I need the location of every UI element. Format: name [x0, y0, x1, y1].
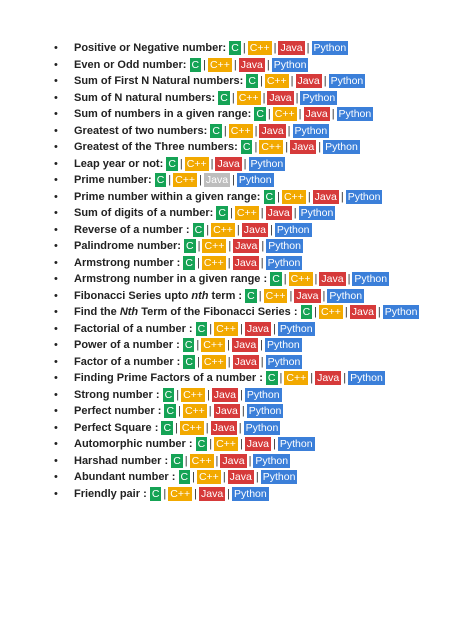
- bullet-icon: •: [54, 124, 58, 137]
- separator: |: [277, 190, 280, 203]
- item-text: [74, 420, 280, 437]
- item-label: Sum of numbers in a given range:: [74, 108, 252, 120]
- python-link[interactable]: Python: [268, 240, 301, 252]
- cpp-link[interactable]: C++: [321, 306, 341, 318]
- item-text: [74, 304, 419, 321]
- c-link[interactable]: C: [184, 339, 193, 351]
- c-link[interactable]: C: [186, 240, 194, 252]
- java-link[interactable]: Java: [246, 438, 269, 450]
- bullet-icon: •: [54, 322, 58, 335]
- python-link[interactable]: Python: [300, 207, 334, 219]
- separator: |: [227, 487, 231, 500]
- python-link[interactable]: Python: [255, 454, 289, 467]
- item-text: [74, 370, 385, 387]
- python-link[interactable]: Python: [350, 372, 383, 384]
- item-text: [74, 255, 302, 272]
- separator: |: [230, 207, 233, 219]
- separator: |: [254, 141, 258, 153]
- item-label: Automorphic number :: [74, 438, 193, 450]
- cpp-link[interactable]: C++: [274, 108, 295, 120]
- separator: |: [377, 306, 381, 318]
- separator: |: [260, 355, 264, 368]
- separator: |: [318, 141, 322, 153]
- separator: |: [290, 75, 294, 87]
- cpp-link[interactable]: C++: [170, 487, 191, 500]
- separator: |: [184, 454, 188, 467]
- separator: |: [209, 438, 213, 450]
- item-label: Positive or Negative number:: [74, 42, 227, 54]
- separator: |: [231, 91, 235, 104]
- bullet-icon: •: [54, 421, 58, 434]
- python-link[interactable]: Python: [248, 405, 282, 417]
- separator: |: [210, 157, 214, 170]
- separator: |: [258, 289, 262, 302]
- c-link[interactable]: C: [265, 190, 274, 203]
- cpp-link[interactable]: C++: [209, 58, 230, 71]
- separator: |: [266, 58, 270, 71]
- java-link[interactable]: Java: [261, 124, 284, 137]
- cpp-link[interactable]: C++: [261, 141, 282, 153]
- item-label: Friendly pair :: [74, 487, 147, 500]
- cpp-link[interactable]: C++: [175, 174, 196, 186]
- java-link[interactable]: Java: [229, 471, 252, 483]
- separator: |: [241, 405, 245, 417]
- item-text: [74, 436, 315, 453]
- item-label: Prime number:: [74, 174, 152, 186]
- item-text: [74, 106, 373, 123]
- item-label: Power of a number :: [74, 339, 180, 351]
- separator: |: [307, 190, 311, 203]
- item-text: [74, 90, 337, 107]
- separator: |: [206, 223, 210, 236]
- cpp-link[interactable]: C++: [191, 454, 212, 467]
- java-link[interactable]: Java: [243, 223, 266, 236]
- c-link[interactable]: C: [218, 207, 226, 219]
- bullet-icon: •: [54, 487, 58, 500]
- cpp-link[interactable]: C++: [198, 471, 219, 483]
- c-link[interactable]: C: [185, 355, 193, 368]
- c-link[interactable]: C: [212, 124, 220, 137]
- separator: |: [176, 388, 180, 401]
- c-link[interactable]: C: [247, 289, 255, 302]
- item-label: Find the Nth Term of the Fibonacci Series :: [74, 306, 298, 318]
- java-link[interactable]: Java: [217, 157, 240, 170]
- java-link[interactable]: Java: [215, 405, 238, 417]
- bullet-icon: •: [54, 157, 58, 170]
- cpp-link[interactable]: C++: [290, 273, 311, 285]
- bullet-icon: •: [54, 306, 58, 318]
- c-link[interactable]: C: [163, 421, 172, 434]
- cpp-link[interactable]: C++: [183, 388, 203, 401]
- c-link[interactable]: C: [302, 306, 311, 318]
- separator: |: [248, 454, 252, 467]
- item-text: [74, 321, 315, 338]
- python-link[interactable]: Python: [250, 157, 284, 170]
- separator: |: [239, 438, 243, 450]
- bullet-icon: •: [54, 273, 58, 285]
- separator: |: [331, 108, 335, 120]
- item-text: [74, 222, 312, 239]
- item-label: Prime number within a given range:: [74, 190, 261, 203]
- separator: |: [242, 42, 246, 54]
- cpp-link[interactable]: C++: [203, 355, 224, 368]
- separator: |: [310, 372, 314, 384]
- separator: |: [203, 58, 206, 71]
- java-link[interactable]: Java: [212, 421, 235, 434]
- separator: |: [239, 322, 243, 335]
- separator: |: [197, 240, 201, 252]
- java-link[interactable]: Java: [205, 174, 229, 186]
- cpp-link[interactable]: C++: [216, 322, 236, 335]
- separator: |: [215, 454, 219, 467]
- java-link[interactable]: Java: [233, 339, 257, 351]
- separator: |: [178, 405, 181, 417]
- item-text: [74, 453, 290, 470]
- separator: |: [273, 322, 276, 335]
- separator: |: [175, 421, 178, 434]
- cpp-link[interactable]: C++: [249, 42, 270, 54]
- java-link[interactable]: Java: [314, 190, 337, 203]
- item-text: [74, 288, 364, 305]
- cpp-link[interactable]: C++: [238, 91, 259, 104]
- separator: |: [223, 124, 227, 137]
- separator: |: [227, 355, 231, 368]
- separator: |: [163, 487, 167, 500]
- java-link[interactable]: Java: [240, 58, 263, 71]
- item-text: [74, 139, 360, 156]
- item-text: [74, 238, 303, 255]
- item-label: Harshad number :: [74, 454, 169, 467]
- separator: |: [196, 339, 200, 351]
- item-text: [74, 486, 269, 503]
- separator: |: [314, 273, 318, 285]
- separator: |: [344, 306, 348, 318]
- java-link[interactable]: Java: [200, 487, 224, 500]
- cpp-link[interactable]: C++: [203, 339, 224, 351]
- python-link[interactable]: Python: [313, 42, 347, 54]
- separator: |: [209, 322, 213, 335]
- item-text: [74, 156, 285, 173]
- python-link[interactable]: Python: [302, 91, 336, 104]
- bullet-icon: •: [54, 108, 58, 120]
- separator: |: [340, 190, 344, 203]
- bullet-icon: •: [54, 372, 58, 384]
- separator: |: [227, 256, 231, 269]
- item-label: Palindrome number:: [74, 240, 181, 252]
- cpp-link[interactable]: C++: [236, 207, 257, 219]
- separator: |: [262, 91, 266, 104]
- cpp-link[interactable]: C++: [204, 240, 225, 252]
- item-text: [74, 469, 297, 486]
- item-label: Factor of a number :: [74, 355, 181, 368]
- python-link[interactable]: Python: [330, 75, 364, 87]
- separator: |: [298, 108, 302, 120]
- python-link[interactable]: Python: [245, 421, 279, 434]
- separator: |: [227, 339, 230, 351]
- c-link[interactable]: C: [267, 372, 276, 384]
- python-link[interactable]: Python: [384, 306, 418, 318]
- separator: |: [233, 58, 237, 71]
- item-text: [74, 172, 274, 189]
- java-link[interactable]: Java: [235, 240, 258, 252]
- java-link[interactable]: Java: [297, 75, 320, 87]
- separator: |: [243, 157, 247, 170]
- separator: |: [236, 223, 240, 236]
- separator: |: [232, 174, 235, 186]
- cpp-link[interactable]: C++: [213, 223, 233, 236]
- item-text: [74, 57, 308, 74]
- bullet-icon: •: [54, 256, 58, 269]
- python-link[interactable]: Python: [276, 223, 310, 236]
- bullet-icon: •: [54, 454, 58, 467]
- python-link[interactable]: Python: [338, 108, 372, 120]
- python-link[interactable]: Python: [294, 124, 328, 137]
- c-link[interactable]: C: [272, 273, 280, 285]
- python-link[interactable]: Python: [273, 58, 307, 71]
- item-text: [74, 205, 335, 222]
- separator: |: [260, 339, 264, 351]
- java-link[interactable]: Java: [280, 42, 303, 54]
- java-link[interactable]: Java: [317, 372, 340, 384]
- c-link[interactable]: C: [197, 322, 206, 335]
- bullet-icon: •: [54, 190, 58, 203]
- c-link[interactable]: C: [248, 75, 256, 87]
- separator: |: [254, 124, 258, 137]
- python-link[interactable]: Python: [267, 355, 301, 368]
- separator: |: [197, 256, 200, 269]
- item-label: Leap year or not:: [74, 157, 164, 170]
- bullet-icon: •: [54, 388, 58, 401]
- separator: |: [197, 355, 200, 368]
- java-link[interactable]: Java: [296, 289, 319, 302]
- separator: |: [199, 174, 202, 186]
- cpp-link[interactable]: C++: [266, 75, 287, 87]
- c-link[interactable]: C: [168, 157, 176, 170]
- separator: |: [261, 240, 265, 252]
- c-link[interactable]: C: [256, 108, 264, 120]
- bullet-icon: •: [54, 58, 58, 71]
- java-link[interactable]: Java: [222, 454, 245, 467]
- python-link[interactable]: Python: [325, 141, 358, 153]
- c-link[interactable]: C: [173, 454, 181, 467]
- separator: |: [205, 421, 209, 434]
- c-link[interactable]: C: [231, 42, 239, 54]
- c-link[interactable]: C: [180, 471, 189, 483]
- bullet-icon: •: [54, 289, 58, 302]
- cpp-link[interactable]: C++: [283, 190, 304, 203]
- java-link[interactable]: Java: [234, 355, 257, 368]
- separator: |: [228, 240, 232, 252]
- item-label: Strong number :: [74, 388, 160, 401]
- java-link[interactable]: Java: [269, 91, 292, 104]
- python-link[interactable]: Python: [279, 438, 313, 450]
- item-label: Armstrong number :: [74, 256, 181, 269]
- separator: |: [238, 421, 242, 434]
- item-text: [74, 403, 283, 420]
- bullet-icon: •: [54, 174, 58, 186]
- separator: |: [323, 75, 327, 87]
- java-link[interactable]: Java: [246, 322, 269, 335]
- separator: |: [179, 157, 183, 170]
- python-link[interactable]: Python: [347, 190, 381, 203]
- cpp-link[interactable]: C++: [186, 157, 207, 170]
- bullet-icon: •: [54, 42, 58, 54]
- separator: |: [168, 174, 172, 186]
- item-label: Reverse of a number :: [74, 223, 190, 236]
- separator: |: [295, 91, 299, 104]
- cpp-link[interactable]: C++: [203, 256, 224, 269]
- c-link[interactable]: C: [220, 91, 228, 104]
- bullet-icon: •: [54, 240, 58, 252]
- bullet-icon: •: [54, 75, 58, 87]
- item-text: [74, 123, 329, 140]
- item-label: Perfect number :: [74, 405, 162, 417]
- cpp-link[interactable]: C++: [265, 289, 286, 302]
- python-link[interactable]: Python: [279, 322, 313, 335]
- java-link[interactable]: Java: [292, 141, 315, 153]
- cpp-link[interactable]: C++: [181, 421, 202, 434]
- bullet-icon: •: [54, 223, 58, 236]
- c-link[interactable]: C: [194, 223, 203, 236]
- separator: |: [306, 42, 310, 54]
- c-link[interactable]: C: [164, 388, 173, 401]
- python-link[interactable]: Python: [329, 289, 363, 302]
- item-label: Perfect Square :: [74, 421, 159, 434]
- java-link[interactable]: Java: [351, 306, 374, 318]
- python-link[interactable]: Python: [267, 339, 300, 351]
- c-link[interactable]: C: [197, 438, 206, 450]
- separator: |: [222, 471, 226, 483]
- python-link[interactable]: Python: [267, 256, 301, 269]
- java-link[interactable]: Java: [213, 388, 236, 401]
- separator: |: [287, 124, 291, 137]
- bullet-icon: •: [54, 339, 58, 351]
- separator: |: [272, 438, 276, 450]
- cpp-link[interactable]: C++: [216, 438, 236, 450]
- c-link[interactable]: C: [151, 487, 160, 500]
- separator: |: [239, 388, 243, 401]
- separator: |: [260, 256, 264, 269]
- separator: |: [279, 372, 283, 384]
- separator: |: [322, 289, 326, 302]
- separator: |: [206, 388, 210, 401]
- separator: |: [347, 273, 351, 285]
- separator: |: [259, 75, 263, 87]
- separator: |: [267, 108, 271, 120]
- c-link[interactable]: C: [185, 256, 193, 269]
- bullet-icon: •: [54, 438, 58, 450]
- separator: |: [192, 471, 195, 483]
- bullet-icon: •: [54, 405, 58, 417]
- separator: |: [343, 372, 347, 384]
- java-link[interactable]: Java: [305, 108, 328, 120]
- python-link[interactable]: Python: [354, 273, 388, 285]
- bullet-icon: •: [54, 355, 58, 368]
- java-link[interactable]: Java: [234, 256, 257, 269]
- java-link[interactable]: Java: [267, 207, 290, 219]
- bullet-icon: •: [54, 141, 58, 153]
- c-link[interactable]: C: [156, 174, 165, 186]
- separator: |: [273, 42, 277, 54]
- item-label: Greatest of the Three numbers:: [74, 141, 238, 153]
- python-link[interactable]: Python: [234, 487, 267, 500]
- separator: |: [314, 306, 318, 318]
- separator: |: [285, 141, 289, 153]
- c-link[interactable]: C: [242, 141, 251, 153]
- item-text: [74, 189, 382, 206]
- item-text: [74, 354, 302, 371]
- item-label: Sum of N natural numbers:: [74, 91, 216, 104]
- item-label: Abundant number :: [74, 471, 176, 483]
- cpp-link[interactable]: C++: [184, 405, 205, 417]
- item-label: Sum of digits of a number:: [74, 207, 214, 219]
- item-text: [74, 40, 348, 57]
- python-link[interactable]: Python: [262, 471, 296, 483]
- separator: |: [260, 207, 264, 219]
- item-label: Finding Prime Factors of a number :: [74, 372, 263, 384]
- separator: |: [269, 223, 273, 236]
- item-text: [74, 387, 282, 404]
- item-text: [74, 337, 302, 354]
- python-link[interactable]: Python: [238, 174, 272, 186]
- c-link[interactable]: C: [166, 405, 175, 417]
- item-label: Armstrong number in a given range :: [74, 273, 268, 285]
- separator: |: [293, 207, 297, 219]
- java-link[interactable]: Java: [321, 273, 344, 285]
- separator: |: [289, 289, 293, 302]
- separator: |: [283, 273, 287, 285]
- bullet-icon: •: [54, 91, 58, 104]
- separator: |: [208, 405, 212, 417]
- separator: |: [255, 471, 259, 483]
- item-text: [74, 271, 389, 288]
- item-label: Even or Odd number:: [74, 58, 187, 71]
- cpp-link[interactable]: C++: [230, 124, 251, 137]
- python-link[interactable]: Python: [246, 388, 280, 401]
- item-label: Fibonacci Series upto nth term :: [74, 289, 243, 302]
- item-label: Greatest of two numbers:: [74, 124, 208, 137]
- separator: |: [194, 487, 197, 500]
- item-label: Sum of First N Natural numbers:: [74, 75, 244, 87]
- bullet-icon: •: [54, 207, 58, 219]
- bullet-icon: •: [54, 471, 58, 483]
- item-text: [74, 73, 365, 90]
- c-link[interactable]: C: [191, 58, 200, 71]
- item-label: Factorial of a number :: [74, 322, 193, 335]
- cpp-link[interactable]: C++: [286, 372, 307, 384]
